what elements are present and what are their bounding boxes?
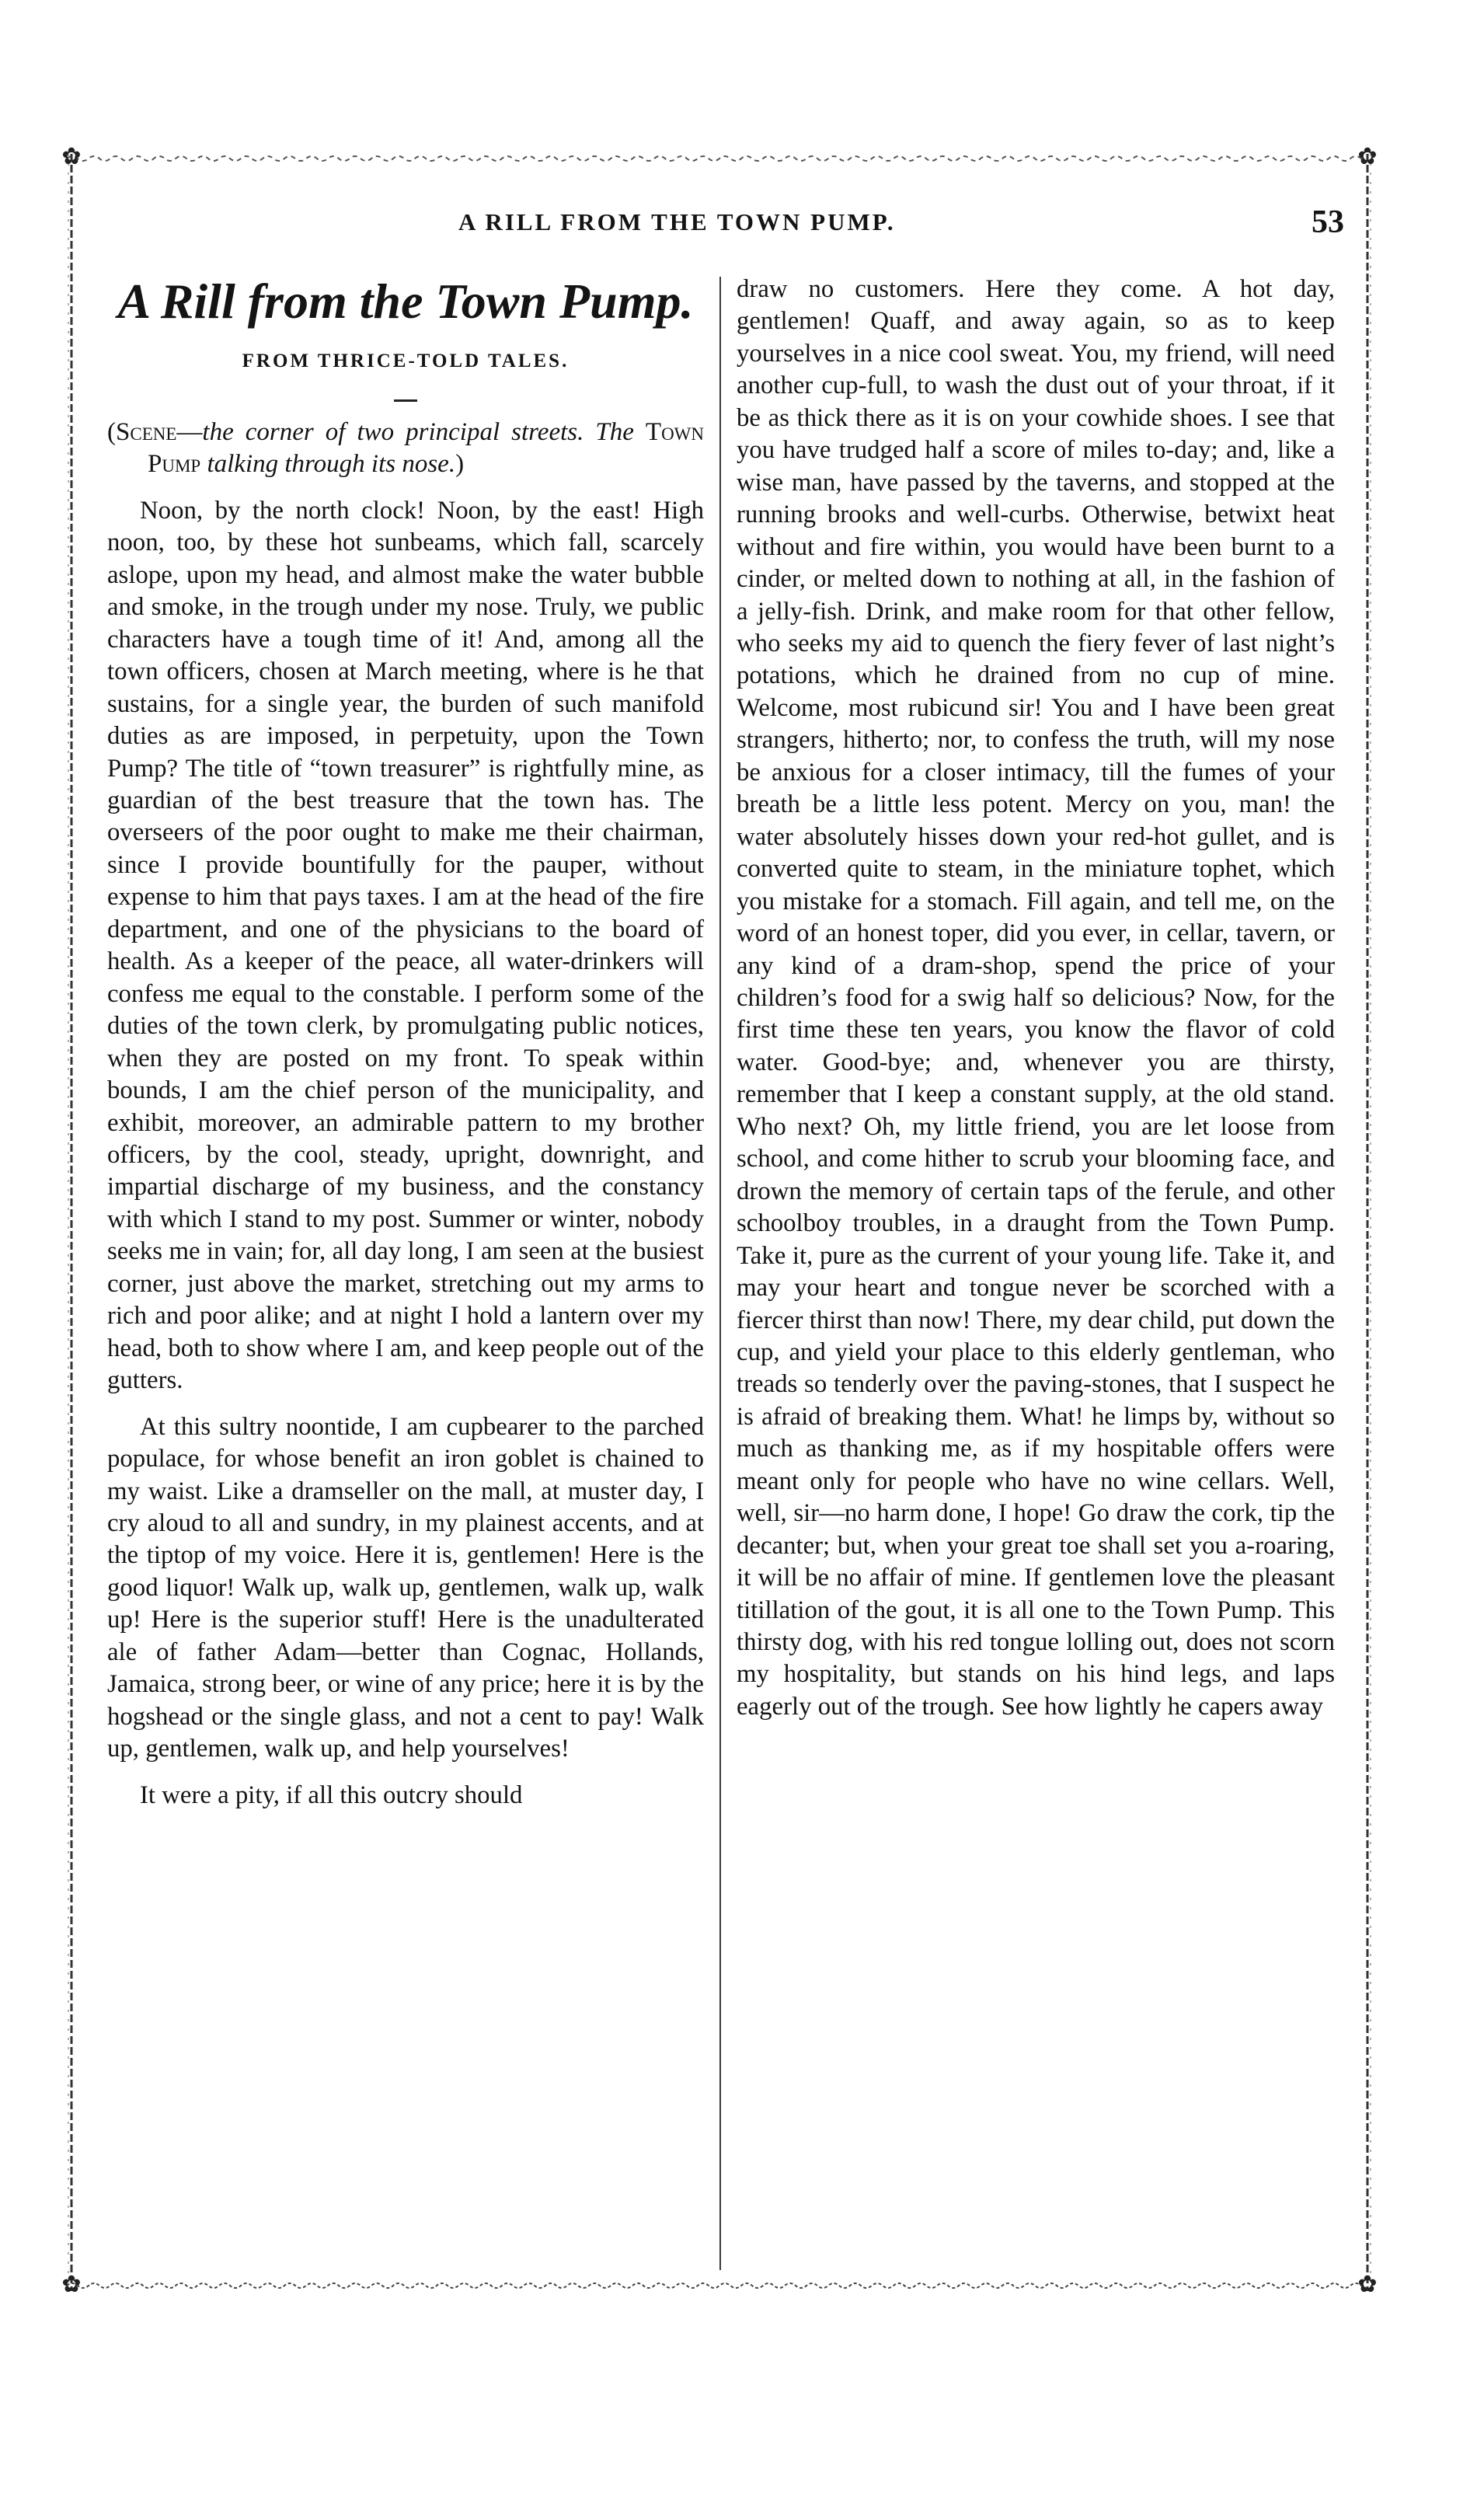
paragraph: It were a pity, if all this outcry should	[140, 1780, 523, 1809]
article-title: A Rill from the Town Pump.	[117, 274, 694, 329]
corner-ornament-bottom-right: ✿	[1357, 2271, 1378, 2298]
corner-ornament-top-right: ✿	[1357, 143, 1378, 170]
paragraph: At this sultry noontide, I am cupbearer to the parched populace, for whose benefit an iron goblet is chained to my waist. Like a dramseller on the mall, at muster day, I cry aloud to all and sundry, in my plainest accents, and at the tiptop of my voice. Here it is, gentlemen! Here is the good liquor! Walk up, walk up, gentlemen, walk up, walk up! Here is the superior stuff! Here is the unadulterated ale of father Adam—better than Cognac, Hollands, Jamaica, strong beer, or wine of any price; here it is by the hogshead or the single glass, and not a cent to pay! Walk up, gentlemen, walk up, and help yourselves!	[107, 1412, 704, 1763]
page-number: 53	[1312, 204, 1344, 240]
column-divider	[719, 277, 721, 2270]
scene-direction: (Scene—the corner of two principal streets. The Town Pump talking through its nose.)	[107, 418, 704, 479]
corner-ornament-top-left: ✿	[61, 143, 82, 170]
right-column	[737, 274, 1335, 1723]
left-column	[107, 274, 704, 1812]
right-ornamental-border	[1363, 154, 1372, 2291]
bottom-ornamental-border	[67, 2281, 1372, 2290]
title-rule	[394, 399, 417, 402]
paragraph: Noon, by the north clock! Noon, by the east! High noon, too, by these hot sunbeams, which fall, scarcely aslope, upon my head, and almost make the water bubble and smoke, in the trough under my nose. Truly, we public characters have a tough time of it! And, among all the town officers, chosen at March meeting, where is he that sustains, for a single year, the burden of such manifold duties as are imposed, in perpetuity, upon the Town Pump? The title of “town treasurer” is rightfully mine, as guardian of the best treasure that the town has. The overseers of the poor ought to make me their chairman, since I provide bountifully for the pauper, without expense to him that pays taxes. I am at the head of the fire department, and one of the physicians to the board of health. As a keeper of the peace, all water-drinkers will confess me equal to the constable. I perform some of the duties of the town clerk, by promulgating public notices, when they are posted on my front. To speak within bounds, I am the chief person of the municipality, and exhibit, moreover, an admirable pattern to my brother officers, by the cool, steady, upright, downright, and impartial discharge of my business, and the constancy with which I stand to my post. Summer or winter, nobody seeks me in vain; for, all day long, I am seen at the busiest corner, just above the market, stretching out my arms to rich and poor alike; and at night I hold a lantern over my head, both to show where I am, and keep people out of the gutters.	[107, 496, 704, 1395]
running-title: A RILL FROM THE TOWN PUMP.	[458, 208, 896, 235]
left-ornamental-border	[67, 154, 76, 2291]
top-ornamental-border	[67, 154, 1372, 163]
article-source: FROM THRICE-TOLD TALES.	[242, 350, 570, 371]
corner-ornament-bottom-left: ✿	[61, 2271, 82, 2298]
running-header	[101, 204, 1344, 250]
paragraph: draw no customers. Here they come. A hot day, gentlemen! Quaff, and away again, so as to keep yourselves in a nice cool sweat. You, my friend, will need another cup-full, to wash the dust out of your throat, if it be as thick there as it is on your cowhide shoes. I see that you have trudged half a score of miles to-day; and, like a wise man, have passed by the taverns, and stopped at the running brooks and well-curbs. Otherwise, betwixt heat without and fire within, you would have been burnt to a cinder, or melted down to nothing at all, in the fashion of a jelly-fish. Drink, and make room for that other fellow, who seeks my aid to quench the fiery fever of last night’s potations, which he drained from no cup of mine. Welcome, most rubicund sir! You and I have been great strangers, hitherto; nor, to confess the truth, will my nose be anxious for a closer intimacy, till the fumes of your breath be a little less potent. Mercy on you, man! the water absolutely hisses down your red-hot gullet, and is converted quite to steam, in the miniature tophet, which you mistake for a stomach. Fill again, and tell me, on the word of an honest toper, did you ever, in cellar, tavern, or any kind of a dram-shop, spend the price of your children’s food for a swig half so delicious? Now, for the first time these ten years, you know the flavor of cold water. Good-bye; and, whenever you are thirsty, remember that I keep a constant supply, at the old stand. Who next? Oh, my little friend, you are let loose from school, and come hither to scrub your blooming face, and drown the memory of certain taps of the ferule, and other schoolboy troubles, in a draught from the Town Pump. Take it, pure as the current of your young life. Take it, and may your heart and tongue never be scorched with a fiercer thirst than now! There, my dear child, put down the cup, and yield your place to this elderly gentleman, who treads so tenderly over the paving-stones, that I suspect he is afraid of breaking them. What! he limps by, without so much as thanking me, as if my hospitable offers were meant only for people who have no wine cellars. Well, well, sir—no harm done, I hope! Go draw the cork, tip the decanter; but, when your great toe shall set you a-roaring, it will be no affair of mine. If gentlemen love the pleasant titillation of the gout, it is all one to the Town Pump. This thirsty dog, with his red tongue lolling out, does not scorn my hospitality, but stands on his hind legs, and laps eagerly out of the trough. See how lightly he capers away	[737, 275, 1335, 1721]
